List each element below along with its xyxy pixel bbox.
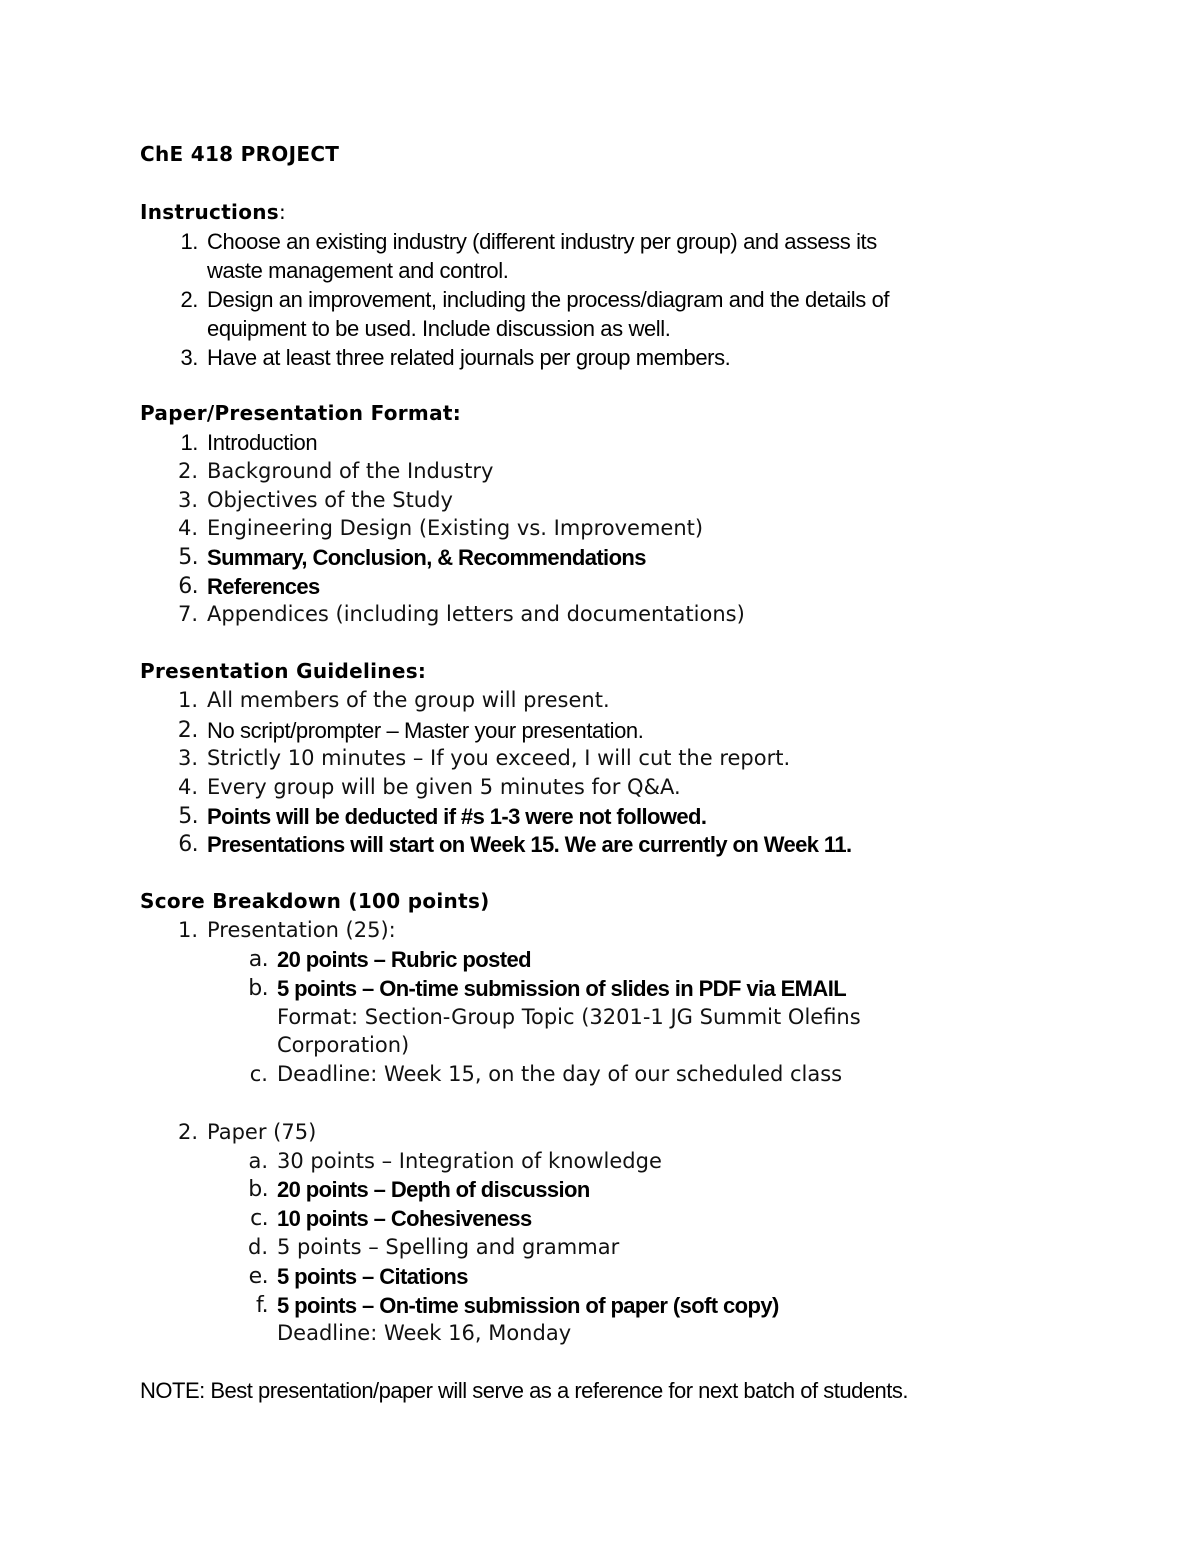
score-category-text: Paper (75) (207, 1120, 317, 1144)
guideline-text: All members of the group will present. (207, 688, 610, 712)
list-letter: f. (256, 1293, 268, 1318)
instruction-text: equipment to be used. Include discussion as well. (207, 316, 671, 341)
list-letter: c. (250, 1206, 268, 1231)
list-number: 4. (177, 516, 198, 540)
list-number: 6. (178, 832, 198, 857)
guideline-text: Every group will be given 5 minutes for Q&A. (207, 775, 681, 799)
score-subitem-text: Deadline: Week 15, on the day of our scheduled class (277, 1062, 843, 1086)
list-number: 1. (177, 688, 198, 712)
list-number: 3. (177, 746, 198, 770)
score-subitem-text: 10 points – Cohesiveness (277, 1206, 532, 1231)
score-subitem-text: 5 points – Citations (277, 1264, 468, 1289)
document-title: ChE 418 PROJECT (140, 142, 340, 166)
list-letter: c. (249, 1062, 268, 1086)
list-number: 2. (177, 459, 198, 483)
list-number: 1. (180, 229, 198, 254)
instructions-heading-label: Instructions (140, 200, 280, 224)
format-text: References (207, 574, 320, 599)
list-number: 3. (180, 345, 198, 370)
format-text: Summary, Conclusion, & Recommendations (207, 545, 646, 570)
format-heading: Paper/Presentation Format: (140, 401, 462, 425)
score-subitem-text: 30 points – Integration of knowledge (277, 1149, 662, 1173)
list-number: 3. (177, 488, 198, 512)
format-text: Objectives of the Study (207, 488, 453, 512)
list-number: 2. (177, 718, 198, 743)
list-number: 1. (177, 918, 198, 942)
list-number: 5. (178, 804, 198, 829)
list-letter: b. (248, 976, 268, 1001)
format-text: Introduction (207, 430, 318, 455)
list-letter: d. (247, 1235, 268, 1259)
score-subitem-text: 5 points – On-time submission of paper (soft copy) (277, 1293, 779, 1318)
score-heading: Score Breakdown (100 points) (140, 889, 490, 913)
score-subitem-text: 20 points – Rubric posted (277, 947, 531, 972)
score-subitem-text: 5 points – On-time submission of slides in PDF via EMAIL (277, 976, 847, 1001)
instruction-text: Choose an existing industry (different industry per group) and assess its (207, 229, 877, 254)
list-number: 7. (177, 602, 198, 626)
list-letter: a. (248, 1149, 268, 1173)
guideline-text: No script/prompter – Master your presentation. (207, 718, 644, 743)
instruction-text: waste management and control. (207, 258, 509, 283)
score-subitem-text: 20 points – Depth of discussion (277, 1177, 590, 1202)
list-letter: b. (248, 1177, 268, 1202)
guideline-text: Presentations will start on Week 15. We are currently on Week 11. (207, 832, 852, 857)
list-number: 6. (178, 574, 198, 599)
list-number: 2. (177, 1120, 198, 1144)
format-text: Engineering Design (Existing vs. Improvement) (207, 516, 704, 540)
closing-note: NOTE: Best presentation/paper will serve as a reference for next batch of students. (140, 1378, 909, 1403)
format-text: Appendices (including letters and documentations) (207, 602, 745, 626)
list-letter: a. (248, 947, 268, 972)
list-letter: e. (248, 1264, 268, 1289)
score-category-text: Presentation (25): (207, 918, 396, 942)
guideline-text: Strictly 10 minutes – If you exceed, I will cut the report. (207, 746, 791, 770)
list-number: 4. (177, 775, 198, 799)
list-number: 1. (180, 430, 198, 455)
instructions-heading-colon: : (279, 200, 287, 224)
guidelines-heading: Presentation Guidelines: (140, 659, 427, 683)
format-text: Background of the Industry (207, 459, 494, 483)
score-subitem-detail-text: Deadline: Week 16, Monday (277, 1321, 572, 1345)
instructions-heading (140, 200, 286, 224)
instruction-text: Design an improvement, including the process/diagram and the details of (207, 287, 890, 312)
score-subitem-detail-text: Format: Section-Group Topic (3201-1 JG Summit Olefins (277, 1005, 861, 1029)
list-number: 2. (180, 287, 198, 312)
instruction-text: Have at least three related journals per group members. (207, 345, 731, 370)
score-subitem-text: 5 points – Spelling and grammar (277, 1235, 620, 1259)
list-number: 5. (178, 545, 198, 570)
score-subitem-detail-text: Corporation) (277, 1033, 410, 1057)
guideline-text: Points will be deducted if #s 1-3 were not followed. (207, 804, 707, 829)
